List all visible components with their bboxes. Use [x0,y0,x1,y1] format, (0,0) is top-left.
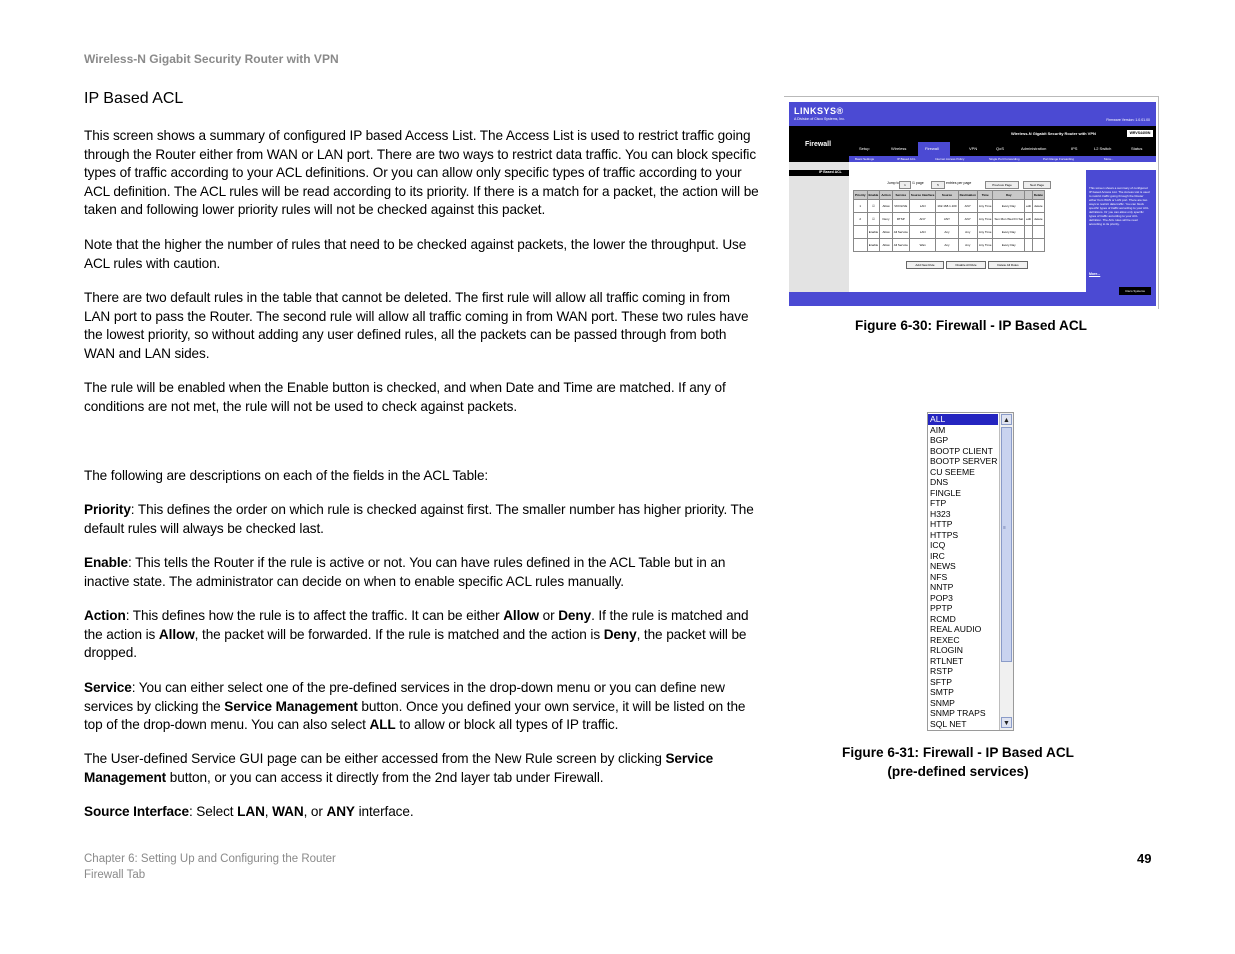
col-source: Source [936,191,958,200]
field-enable: Enable: This tells the Router if the rule is active or not. You can have rules defined in the ACL Table but in an inactive state. The administrator can decide on when to enable specific ACL rules manually. [84,555,726,589]
tab-setup[interactable]: Setup [859,146,870,151]
cell: Every Day [993,239,1025,252]
cell: ANY [958,200,977,213]
cell: All Service [892,239,909,252]
cell[interactable]: ☑ [867,213,880,226]
subtab-basic-settings[interactable]: Basic Settings [855,157,875,161]
caption-line-2: (pre-defined services) [887,763,1029,779]
subtab-single-port-forwarding[interactable]: Single Port Forwarding [989,157,1020,161]
paragraph-default-rules: There are two default rules in the table that cannot be deleted. The first rule will allow all traffic coming in from LAN port to pass the Router. The second rule will allow all traffic coming in from WAN port. These two rules have the lowest priority, so without adding any user defined rules, all the packets can be passed through from both WAN and LAN sides. [84,290,749,361]
cell: VDOLIVE [892,200,909,213]
caption-line-1: Figure 6-31: Firewall - IP Based ACL [842,745,1074,760]
field-action: Action: This defines how the rule is to affect the traffic. It can be either Allow or Deny. If the rule is matched and the action is Allow, the packet will be forwarded. If the rule is matched and the action is Deny, the packet will be dropped. [84,608,749,661]
cell: Every Day [993,200,1025,213]
service-option[interactable]: POP3 [930,592,953,603]
grip-icon: ≡ [1003,525,1006,531]
field-source-interface: Source Interface: Select LAN, WAN, or ANY interface. [84,804,414,819]
paragraph-user-defined-service: The User-defined Service GUI page can be either accessed from the New Rule screen by clicking Service Management button, or you can access it directly from the 2nd layer tab under Firewall. [84,751,714,785]
term-action: Action [84,608,126,623]
figure-6-30-caption: Figure 6-30: Firewall - IP Based ACL [855,318,1087,333]
cell: ANY [936,213,958,226]
page-count-label: /1 page [912,181,924,185]
paragraph-field-intro: The following are descriptions on each of the fields in the ACL Table: [84,468,489,483]
service-option[interactable]: SFTP [930,676,952,687]
tab-ips[interactable]: IPS [1071,146,1078,151]
tab-firewall[interactable]: Firewall [925,146,939,151]
delete-all-rules-button[interactable]: Delete All Rules [988,261,1028,269]
service-option[interactable]: AIM [930,424,946,435]
tab-administration[interactable]: Administration [1021,146,1047,151]
edit-button[interactable]: edit [1025,200,1033,213]
cell: Sun Mon Wed Fri Sat [993,213,1025,226]
router-screenshot [789,102,1156,306]
tab-wireless[interactable]: Wireless [891,146,907,151]
footer-chapter: Chapter 6: Setting Up and Configuring the Router [84,853,336,865]
cell [854,239,868,252]
service-option[interactable]: H323 [930,508,951,519]
bottom-bar [789,292,1156,306]
page-label: IP Based ACL [819,170,842,174]
add-new-rule-button[interactable]: Add New Rule [906,261,944,269]
table-row [854,226,1045,239]
cell [1032,239,1044,252]
cell: Any [936,239,958,252]
tab-vpn[interactable]: VPN [969,146,978,151]
col-priority: Priority [854,191,868,200]
cell: Deny [880,213,892,226]
subtab-ip-based-acl[interactable]: IP Based ACL [897,157,916,161]
service-option[interactable]: ALL [928,414,998,425]
service-dropdown-list[interactable] [927,412,1014,731]
subtab-more[interactable]: Mora... [1104,157,1114,161]
cell: ANY [909,213,936,226]
jump-to-select[interactable]: 1 [899,181,911,189]
previous-page-button[interactable]: Previous Page [985,181,1019,189]
scroll-down-icon[interactable]: ▼ [1001,717,1012,728]
term-service: Service [84,680,132,695]
cell: Allow [880,239,892,252]
service-option[interactable]: RSTP [930,666,953,676]
scroll-up-icon[interactable]: ▲ [1001,414,1012,425]
entries-per-page-label: entries per page [946,181,972,185]
model-badge: WRVS4400N [1127,130,1153,137]
service-option[interactable]: BOOTP SERVER [930,456,998,466]
table-row [854,239,1045,252]
col-day: Day [993,191,1025,200]
term-source-interface: Source Interface [84,804,189,819]
cell: 192.168.1.100 [936,200,958,213]
cell: Enable [867,226,880,239]
paragraph-enable-rule: The rule will be enabled when the Enable button is checked, and when Date and Time are matched. If any of conditions are not met, the rule will not be used to check against packets. [84,380,726,414]
service-option[interactable]: HTTP [930,519,953,529]
cell: Enable [867,239,880,252]
cell: Wan [909,239,936,252]
service-option[interactable]: DNS [930,477,949,487]
service-option[interactable]: NFS [930,571,948,582]
figure-6-31-caption [820,744,1096,781]
cell: All Service [892,226,909,239]
cell[interactable]: 1 [854,200,868,213]
service-option[interactable]: FTP [930,498,947,508]
scroll-thumb[interactable] [1001,427,1012,662]
cell: Any Time [977,200,993,213]
service-option[interactable]: FINGLE [930,487,962,498]
cell: Any [936,226,958,239]
dropdown-scrollbar[interactable] [999,413,1013,730]
tab-status[interactable]: Status [1131,146,1143,151]
cell[interactable]: 2 [854,213,868,226]
firmware-version: Firmware Version: 1.0.01.00 [1106,118,1150,122]
tab-qos[interactable]: QoS [996,146,1005,151]
linksys-logo: LINKSYS® [794,106,844,116]
service-option[interactable]: BOOTP CLIENT [930,445,993,456]
section-title: IP Based ACL [84,90,184,107]
cell: Any Time [977,213,993,226]
page-number: 49 [1137,851,1152,866]
cell[interactable]: ☑ [867,200,880,213]
cisco-logo: Cisco Systems [1119,287,1151,295]
edit-button[interactable]: edit [1025,213,1033,226]
service-option[interactable]: RLOGIN [930,645,963,655]
paragraph-throughput-note: Note that the higher the number of rules that need to be checked against packets, the lower the throughput. Use ACL rules with caution. [84,237,747,271]
product-name: Wireless-N Gigabit Security Router with VPN [1011,131,1096,136]
cell: Any [958,226,977,239]
service-option[interactable]: PPTP [930,603,953,613]
cell: Any Time [977,239,993,252]
entries-select[interactable]: 5 [931,181,945,189]
service-option[interactable]: REAL AUDIO [930,624,982,634]
service-option[interactable]: HTTPS [930,529,959,540]
cell: Allow [880,200,892,213]
left-column [789,162,849,292]
service-option[interactable]: SNMP [930,697,955,708]
col-destination: Destination [958,191,977,200]
acl-table [853,190,1045,252]
next-page-button[interactable]: Next Page [1023,181,1051,189]
col-time: Time [977,191,993,200]
service-option[interactable]: NEWS [930,561,956,571]
footer-tab: Firewall Tab [84,869,146,881]
cell: Every Day [993,226,1025,239]
service-option[interactable]: SQL NET [930,718,967,729]
tab-l2-switch[interactable]: L2 Switch [1094,146,1112,151]
delete-button[interactable]: delete [1032,200,1044,213]
jump-to-label: Jump to [887,181,900,185]
cell [1025,226,1033,239]
term-enable: Enable [84,555,128,570]
field-priority: Priority: This defines the order on which rule is checked against first. The smaller number has higher priority. The default rules will always be checked last. [84,502,754,536]
col-service: Service [892,191,909,200]
service-option[interactable]: REXEC [930,634,960,645]
cell: RTSP [892,213,909,226]
col-source-interface: Source Interface [909,191,936,200]
disable-all-rule-button[interactable]: Disable All Rule [946,261,986,269]
table-row [854,213,1045,226]
service-option[interactable]: RCMD [930,613,956,624]
running-header: Wireless-N Gigabit Security Router with VPN [84,52,339,66]
service-option[interactable]: IRC [930,550,945,561]
service-option[interactable]: SNMP TRAPS [930,708,986,718]
cell: Allow [880,226,892,239]
term-priority: Priority [84,502,131,517]
service-option[interactable]: SMTP [930,687,954,697]
col-action: Action [880,191,892,200]
product-band [849,126,1156,142]
col-delete: Delete [1032,191,1044,200]
delete-button[interactable]: delete [1032,213,1044,226]
cell: Any Time [977,226,993,239]
cell [1032,226,1044,239]
logo-subtitle: A Division of Cisco Systems, Inc. [794,117,845,121]
subtab-port-range-forwarding[interactable]: Port Range Forwarding [1043,157,1075,161]
service-option[interactable]: BGP [930,435,949,445]
figure-firewall-ip-based-acl [784,96,1159,309]
linksys-topbar [789,102,1156,126]
paragraph-summary: This screen shows a summary of configured IP based Access List. The Access List is used to restrict traffic going through the Router either from WAN or LAN port. There are two ways to restrict data traffic. You can block specific types of traffic according to your ACL definitions. Or you can allow only specific types of traffic according to your ACL definition. The ACL rules will be read according to its priority. If there is a match for a packet, the action will be taken and following lower priority rules will not be checked against this packet. [84,128,759,218]
cell [854,226,868,239]
page-footer [84,851,336,883]
section-label: Firewall [805,141,832,148]
service-option[interactable]: RTLNET [930,655,964,666]
subtab-internet-access-policy[interactable]: Internet Access Policy [935,157,965,161]
cell: ANY [958,213,977,226]
help-more-link[interactable]: More... [1089,272,1101,276]
cell: LAN [909,200,936,213]
service-option[interactable]: NNTP [930,582,954,592]
service-option[interactable]: ICQ [930,540,946,550]
cell: Any [958,239,977,252]
cell: LAN [909,226,936,239]
service-option[interactable]: CU SEEME [930,466,975,477]
col-edit [1025,191,1033,200]
field-service: Service: You can either select one of the pre-defined services in the drop-down menu or you can define new services by clicking the Service Management button. Once you defined your own service, it will be listed on the top of the drop-down menu. You can also select ALL to allow or block all types of IP traffic. [84,680,746,733]
cell [1025,239,1033,252]
col-enable: Enable [867,191,880,200]
help-text: This screen shows a summary of configured IP based Access List. The Access List is used to restrict traffic going through the Router either from WAN or LAN port. There are two ways to restrict data traffic. You can block specific types of traffic according to your ACL definitions. Or you can allow only specific types of traffic according to your ACL definition. The ACL rules will be read according to its priority. [1089,186,1150,226]
table-row [854,200,1045,213]
